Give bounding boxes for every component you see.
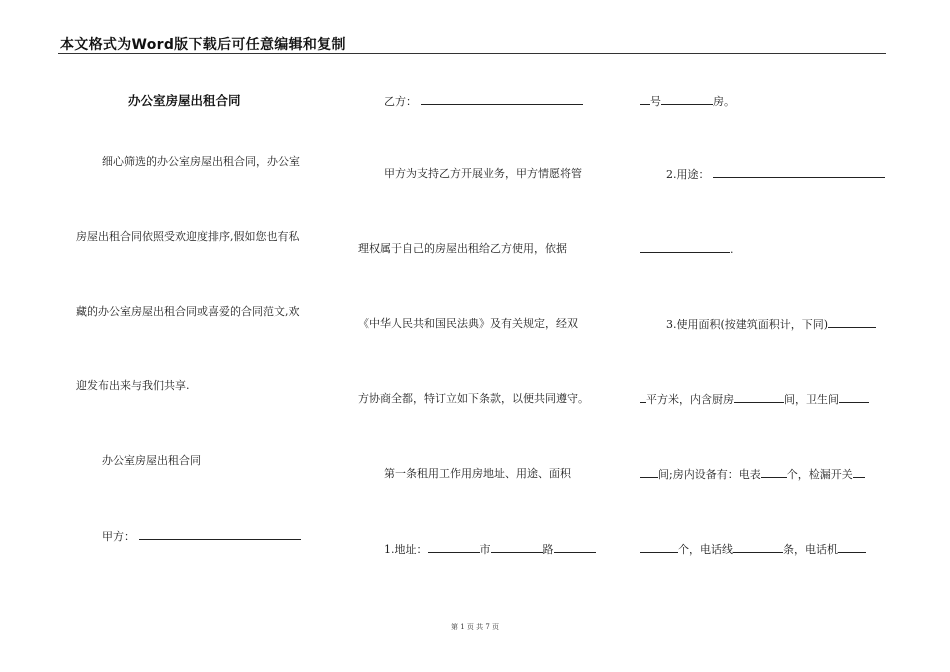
bathroom-blank <box>839 392 869 403</box>
para1-line-3: 《中华人民共和国民法典》及有关规定，经双 <box>358 317 578 330</box>
kitchen-blank <box>734 392 784 403</box>
intro-line-3: 藏的办公室房屋出租合同或喜爱的合同范文,欢 <box>76 305 300 318</box>
usage-line <box>666 167 885 182</box>
party-a-line <box>102 529 301 544</box>
contract-subtitle: 办公室房屋出租合同 <box>102 454 201 467</box>
address-continued-line <box>640 94 735 109</box>
intro-line-1: 细心筛选的办公室房屋出租合同，办公室 <box>102 155 300 168</box>
number-blank <box>640 94 650 105</box>
equipment-switch: 个，检漏开关 <box>786 468 853 481</box>
para1-line-4: 方协商全都，特订立如下条款，以便共同遵守。 <box>358 392 589 405</box>
usage-blank-2 <box>640 242 730 253</box>
area-line-2 <box>640 392 869 407</box>
area-line-4 <box>640 542 866 557</box>
bathroom-count-blank <box>640 467 658 478</box>
party-b-blank <box>421 94 583 105</box>
para1-line-2: 理权属于自己的房屋出租给乙方使用，依据 <box>358 242 567 255</box>
phone-line-blank <box>733 542 783 553</box>
intro-line-2: 房屋出租合同依照受欢迎度排序,假如您也有私 <box>76 230 300 243</box>
page-number: 第 1 页 共 7 页 <box>450 623 500 631</box>
article-1-heading: 第一条租用工作用房地址、用途、面积 <box>384 467 571 480</box>
para1-line-1: 甲方为支持乙方开展业务，甲方情愿将管 <box>384 167 582 180</box>
intro-line-4: 迎发布出来与我们共享. <box>76 379 190 392</box>
area-line-3 <box>640 467 865 482</box>
party-a-label: 甲方： <box>102 530 135 543</box>
switch-blank <box>853 467 865 478</box>
usage-label: 2.用途： <box>666 168 710 181</box>
meter-blank <box>761 467 787 478</box>
road-name-blank <box>491 542 543 553</box>
header-divider <box>58 53 886 54</box>
road-text: 路 <box>542 543 554 556</box>
equipment-phone-line: 个，电话线 <box>678 543 733 556</box>
switch-count-blank <box>640 542 678 553</box>
area-sqm-kitchen: 平方米，内含厨房 <box>646 393 734 406</box>
address-label: 1.地址： <box>384 543 428 556</box>
party-b-line <box>384 94 583 109</box>
equipment-phone: 条，电话机 <box>783 543 838 556</box>
equipment-meter: 间;房内设备有：电表 <box>658 468 761 481</box>
area-blank <box>828 317 876 328</box>
usage-end: . <box>730 243 734 256</box>
area-line-1 <box>666 317 876 332</box>
usage-blank <box>713 167 885 178</box>
room-blank <box>661 94 713 105</box>
phone-blank <box>838 542 866 553</box>
city-blank <box>428 542 480 553</box>
room-text: 房。 <box>713 95 735 108</box>
contract-title: 办公室房屋出租合同 <box>128 93 241 108</box>
city-text: 市 <box>479 543 491 556</box>
document-header: 本文格式为Word版下载后可任意编辑和复制 <box>60 37 346 53</box>
area-label: 3.使用面积(按建筑面积计，下同) <box>666 318 829 331</box>
area-bathroom: 间，卫生间 <box>784 393 839 406</box>
usage-line-2 <box>640 242 734 257</box>
road-number-blank <box>554 542 596 553</box>
party-a-blank <box>139 529 301 540</box>
party-b-label: 乙方： <box>384 95 417 108</box>
number-text: 号 <box>650 95 661 108</box>
address-line <box>384 542 596 557</box>
